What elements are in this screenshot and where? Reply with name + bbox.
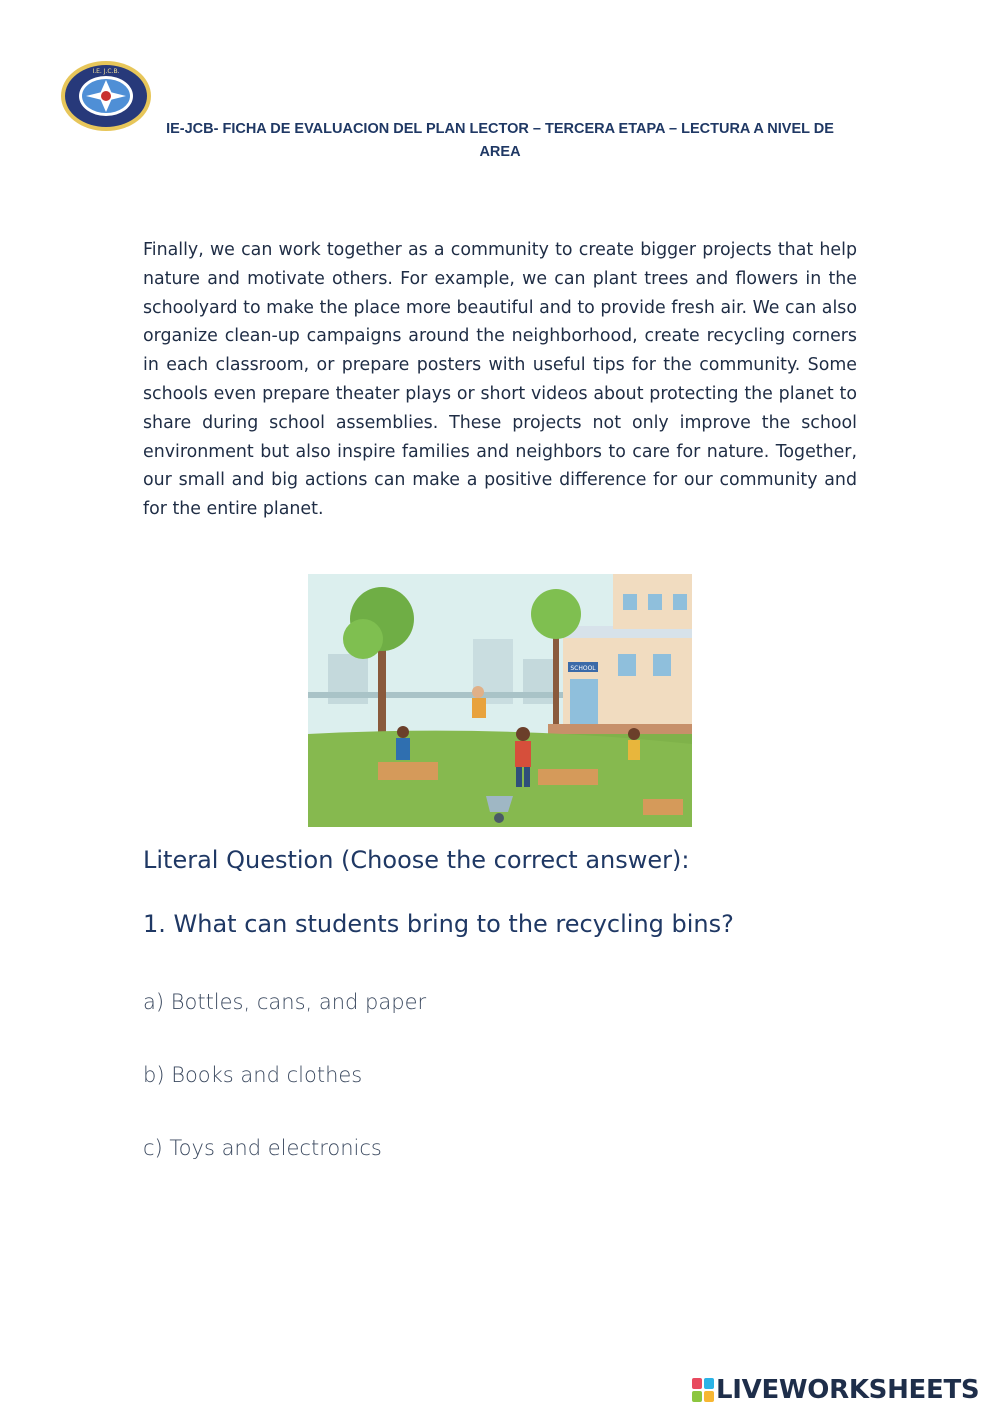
- school-seal-logo: [60, 60, 152, 132]
- school-sign-text: SCHOOL: [570, 665, 596, 672]
- community-garden-illustration: [308, 574, 692, 827]
- answer-option-c[interactable]: c) Toys and electronics: [143, 1136, 382, 1160]
- page-header-title: IE-JCB- FICHA DE EVALUACION DEL PLAN LECTOR – TERCERA ETAPA – LECTURA A NIVEL DE AREA: [166, 121, 834, 160]
- svg-text:I.E. J.C.B.: I.E. J.C.B.: [92, 68, 120, 75]
- liveworksheets-icon: [692, 1378, 714, 1402]
- answer-option-b[interactable]: b) Books and clothes: [143, 1063, 363, 1087]
- reading-paragraph: Finally, we can work together as a community to create bigger projects that help nature and motivate others. For example, we can plant trees and flowers in the schoolyard to make the place more beautiful and to provide fresh air. We can also organize clean-up campaigns around the neighborhood, create recycling corners in each classroom, or prepare posters with useful tips for the community. Some schools even prepare theater plays or short videos about protecting the planet to share during school assemblies. These projects not only improve the school environment but also inspire families and neighbors to care for nature. Together, our small and big actions can make a positive difference for our community and for the entire planet.: [143, 240, 857, 520]
- answer-option-a[interactable]: a) Bottles, cans, and paper: [143, 990, 427, 1014]
- liveworksheets-logo: [692, 1376, 979, 1404]
- question-text: 1. What can students bring to the recycling bins?: [143, 910, 734, 938]
- section-title: Literal Question (Choose the correct answer):: [143, 846, 690, 874]
- brand-name: LIVEWORKSHEETS: [716, 1375, 980, 1405]
